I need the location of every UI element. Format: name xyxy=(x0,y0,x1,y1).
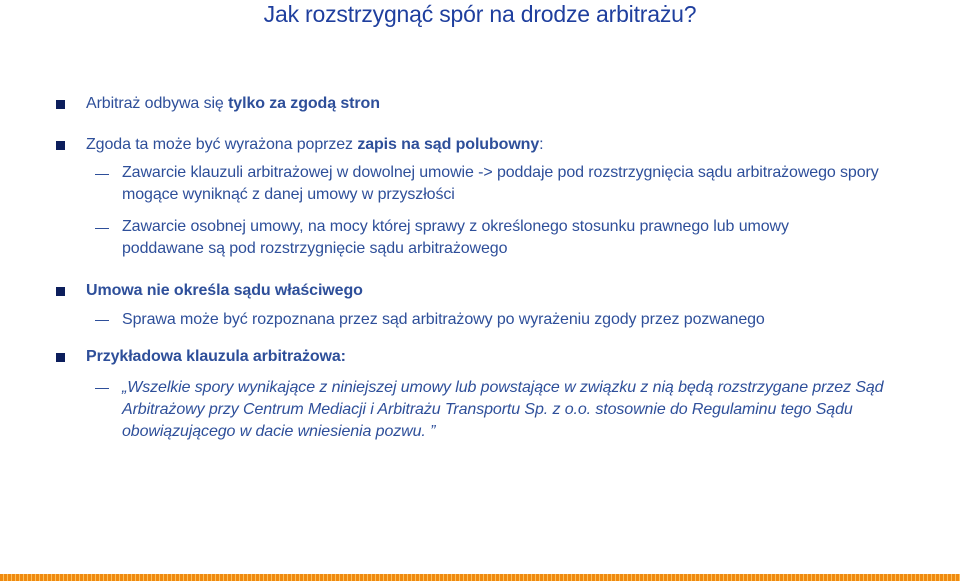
sub-item-clause-quote: „Wszelkie spory wynikające z niniejszej umowy lub powstające w związku z nią będą rozstrzygane przez Sąd Arbitrażowy przy Centrum Mediacji i Arbitrażu Transportu Sp. z o.o. stosownie do Regulaminu tego Sądu obowiązującego w dacie wniesienia pozwu. ” xyxy=(122,379,884,440)
dash-icon xyxy=(95,174,109,175)
page-title: Jak rozstrzygnąć spór na drodze arbitrażu? xyxy=(263,1,697,27)
item-text: Arbitraż odbywa się xyxy=(86,95,229,112)
sub-item-separate-agreement: Zawarcie osobnej umowy, na mocy której sprawy z określonego stosunku prawnego lub umowy poddawane są pod rozstrzygnięcie sądu arbitrażowego xyxy=(122,218,789,257)
list-item-consent xyxy=(86,93,946,115)
bullet-icon xyxy=(56,141,65,150)
item-text-suffix: : xyxy=(539,136,544,153)
bullet-icon xyxy=(56,100,65,109)
bottom-accent-bar xyxy=(0,574,960,581)
dash-icon xyxy=(95,320,109,321)
dash-icon xyxy=(95,388,109,389)
item-text: Zgoda ta może być wyrażona poprzez xyxy=(86,136,358,153)
list-item-no-court-specified: Umowa nie określa sądu właściwego xyxy=(86,282,363,299)
item-emphasis: tylko za zgodą stron xyxy=(228,95,380,112)
list-item-sample-clause: Przykładowa klauzula arbitrażowa: xyxy=(86,348,346,365)
bullet-icon xyxy=(56,287,65,296)
sub-item-arbitration-clause: Zawarcie klauzuli arbitrażowej w dowolnej umowie -> poddaje pod rozstrzygnięcia sądu arbitrażowego spory mogące wyniknąć z danej umowy w przyszłości xyxy=(122,164,879,203)
dash-icon xyxy=(95,228,109,229)
bullet-icon xyxy=(56,353,65,362)
sub-item-defendant-consent: Sprawa może być rozpoznana przez sąd arbitrażowy po wyrażeniu zgody przez pozwanego xyxy=(122,311,765,328)
item-emphasis: zapis na sąd polubowny xyxy=(357,136,540,153)
list-item-agreement-form xyxy=(86,134,946,156)
